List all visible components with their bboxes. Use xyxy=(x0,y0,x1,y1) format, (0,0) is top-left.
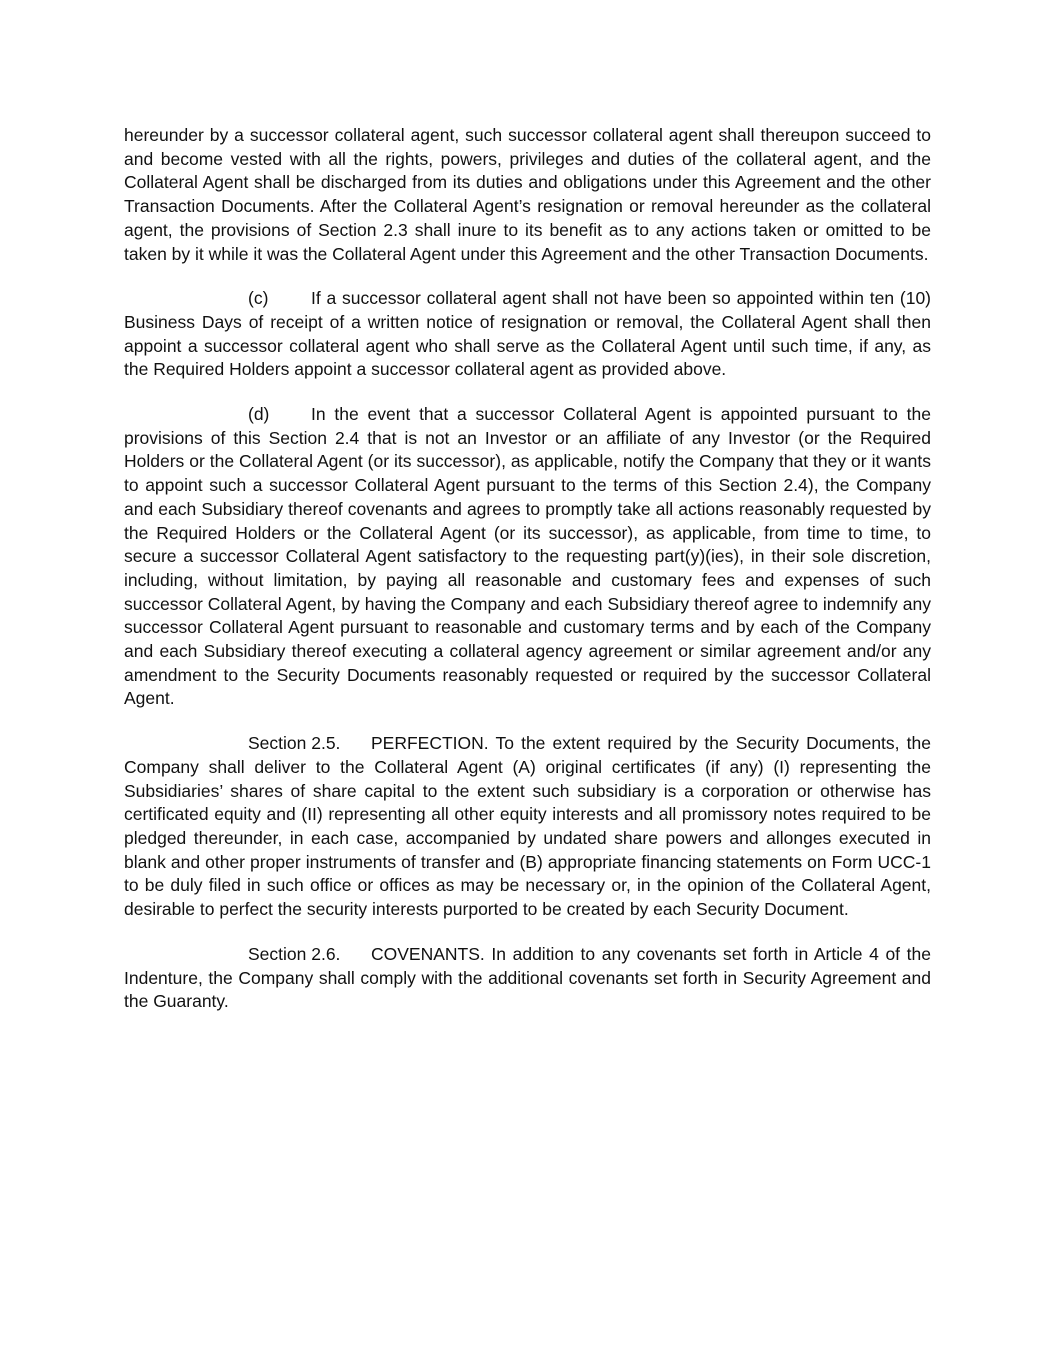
section-2-6-covenants xyxy=(124,943,931,1014)
section-2-5-perfection xyxy=(124,732,931,922)
paragraph-d xyxy=(124,403,931,711)
section-number: Section 2.6. xyxy=(248,943,341,964)
paragraph-c xyxy=(124,287,931,382)
section-number: Section 2.5. xyxy=(248,733,341,754)
paragraph-label: (d) xyxy=(248,404,270,425)
paragraph-text: If a successor collateral agent shall not have been so appointed within ten (10) Business Days of receipt of a written notice of resignation or removal, the Collateral Agent shall then appoint a successor collateral agent who shall serve as the Collateral Agent until such time, if any, as the Required Holders appoint a successor collateral agent as provided above. xyxy=(124,288,931,380)
paragraph-continuation xyxy=(124,124,931,266)
paragraph-label: (c) xyxy=(248,288,269,309)
document-body xyxy=(124,124,931,1035)
paragraph-text: hereunder by a successor collateral agent, such successor collateral agent shall thereupon succeed to and become vested with all the rights, powers, privileges and duties of the collateral agent, and the Collateral Agent shall be discharged from its duties and obligations under this Agreement and the other Transaction Documents. After the Collateral Agent’s resignation or removal hereunder as the collateral agent, the provisions of Section 2.3 shall inure to its benefit as to any actions taken or omitted to be taken by it while it was the Collateral Agent under this Agreement and the other Transaction Documents. xyxy=(124,125,931,264)
paragraph-text: In the event that a successor Collateral Agent is appointed pursuant to the provisions of this Section 2.4 that is not an Investor or an affiliate of any Investor (or the Required Holders or the Collateral Agent (or its successor), as applicable, notify the Company that they or it wants to appoint such a successor Collateral Agent pursuant to the terms of this Section 2.4), the Company and each Subsidiary thereof covenants and agrees to promptly take all actions reasonably requested by the Required Holders or the Collateral Agent (or its successor), as applicable, from time to time, to secure a successor Collateral Agent satisfactory to the requesting part(y)(ies), in their sole discretion, including, without limitation, by paying all reasonable and customary fees and expenses of such successor Collateral Agent, by having the Company and each Subsidiary thereof agree to indemnify any successor Collateral Agent pursuant to reasonable and customary terms and by each of the Company and each Subsidiary thereof executing a collateral agency agreement or similar agreement and/or any amendment to the Security Documents reasonably requested or required by the successor Collateral Agent. xyxy=(124,404,931,709)
paragraph-text: COVENANTS. In addition to any covenants set forth in Article 4 of the Indenture, the Company shall comply with the additional covenants set forth in Security Agreement and the Guaranty. xyxy=(124,943,931,1012)
paragraph-text: PERFECTION. To the extent required by the Security Documents, the Company shall deliver to the Collateral Agent (A) original certificates (if any) (I) representing the Subsidiaries’ shares of share capital to the extent such subsidiary is a corporation or otherwise has certificated equity and (II) representing all other equity interests and all promissory notes required to be pledged thereunder, in each case, accompanied by undated share powers and allonges executed in blank and other proper instruments of transfer and (B) appropriate financing statements on Form UCC-1 to be duly filed in such office or offices as may be necessary or, in the opinion of the Collateral Agent, desirable to perfect the security interests purported to be created by each Security Document. xyxy=(124,733,931,920)
